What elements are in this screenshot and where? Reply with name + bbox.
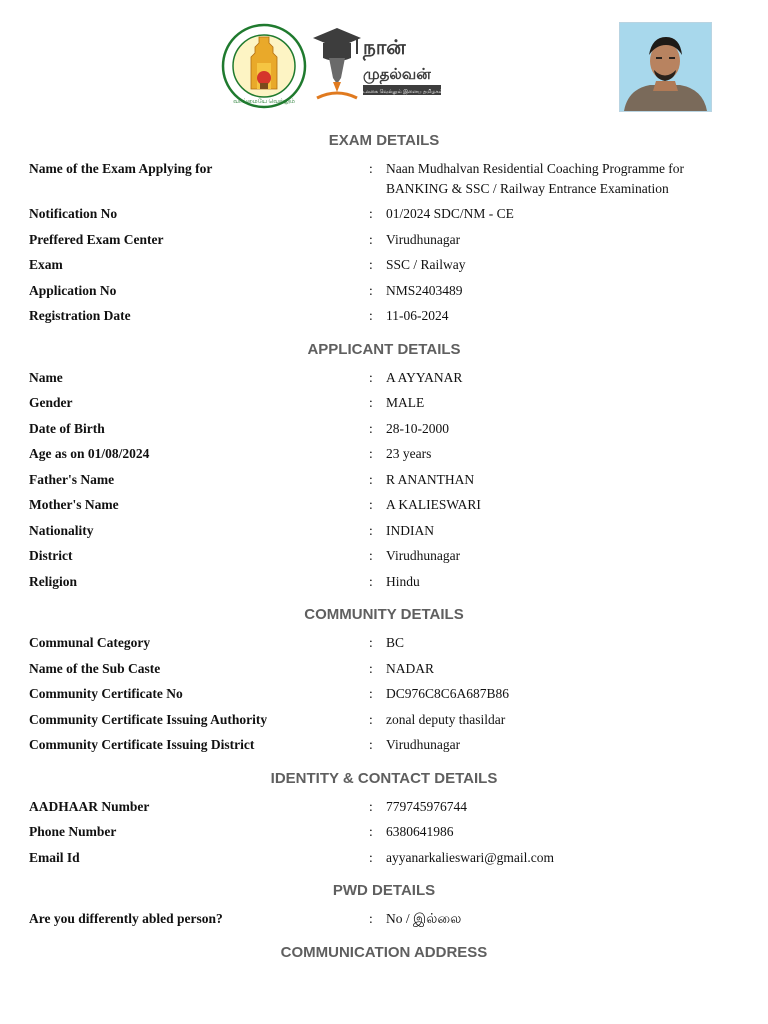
detail-row: [29, 569, 749, 595]
field-value: DC976C8C6A687B86: [386, 686, 510, 701]
nm-logo-line2: முதல்வன்: [363, 65, 431, 83]
detail-row: [29, 441, 749, 467]
field-separator: :: [369, 471, 373, 487]
field-label: Email Id: [29, 849, 80, 865]
section-community-details: [0, 600, 768, 758]
details-table: [29, 156, 749, 329]
emblem-motto: வாய்மையே வெல்லும்: [233, 99, 295, 105]
field-value: A KALIESWARI: [386, 497, 481, 512]
field-label: Name of the Exam Applying for: [29, 161, 213, 176]
detail-row: [29, 365, 749, 391]
detail-row: [29, 794, 749, 820]
field-separator: :: [369, 420, 373, 436]
detail-row: [29, 156, 749, 201]
detail-row: [29, 845, 749, 871]
field-value: BC: [386, 635, 405, 650]
detail-row: [29, 227, 749, 253]
field-value: NADAR: [386, 660, 435, 676]
field-label: Mother's Name: [29, 497, 119, 512]
details-table: [29, 794, 749, 871]
field-separator: :: [369, 660, 373, 676]
field-value: Naan Mudhalvan Residential Coaching Programme for BANKING & SSC / Railway Entrance Examination: [386, 161, 685, 196]
field-label: Application No: [29, 282, 117, 298]
field-separator: :: [369, 798, 373, 814]
field-value: Virudhunagar: [386, 231, 461, 247]
detail-row: [29, 707, 749, 733]
field-label: Exam: [29, 257, 63, 272]
field-label: Date of Birth: [29, 420, 105, 436]
field-value: 11-06-2024: [386, 308, 449, 323]
field-value: zonal deputy thasildar: [386, 711, 506, 727]
field-value: A AYYANAR: [386, 369, 463, 385]
field-value: SSC / Railway: [386, 257, 466, 272]
field-value: 01/2024 SDC/NM - CE: [386, 206, 514, 221]
field-separator: :: [369, 308, 373, 323]
detail-row: [29, 278, 749, 304]
nm-logo-line1: நான்: [363, 35, 406, 59]
field-label: Gender: [29, 395, 73, 410]
field-separator: :: [369, 497, 373, 512]
field-value: INDIAN: [386, 522, 434, 538]
detail-row: [29, 492, 749, 518]
field-separator: :: [369, 573, 373, 589]
field-separator: :: [369, 548, 373, 563]
field-label: Preffered Exam Center: [29, 231, 164, 247]
detail-row: [29, 252, 749, 278]
detail-row: [29, 906, 749, 932]
field-value: ayyanarkalieswari@gmail.com: [386, 849, 554, 865]
field-label: Phone Number: [29, 824, 117, 839]
section-exam-details: [0, 126, 768, 329]
detail-row: [29, 732, 749, 758]
field-value: NMS2403489: [386, 282, 463, 298]
document-header: [0, 0, 768, 126]
form-sections: [0, 126, 768, 968]
section-title: EXAM DETAILS: [328, 132, 440, 149]
field-label: Father's Name: [29, 471, 115, 487]
field-separator: :: [369, 161, 373, 176]
detail-row: [29, 416, 749, 442]
detail-row: [29, 656, 749, 682]
field-separator: :: [369, 849, 373, 865]
field-value: No / இல்லை: [386, 911, 462, 926]
section-title: APPLICANT DETAILS: [307, 340, 461, 358]
nm-logo-tagline: உலகை வெல்லும் இளைய தமிழகம்: [361, 89, 443, 95]
field-label: Age as on 01/08/2024: [29, 446, 150, 461]
field-label: Notification No: [29, 206, 118, 221]
field-value: Hindu: [386, 573, 420, 589]
field-value: 779745976744: [386, 798, 467, 814]
field-label: Communal Category: [29, 635, 151, 650]
section-title: IDENTITY & CONTACT DETAILS: [270, 769, 498, 787]
field-value: MALE: [386, 395, 425, 410]
field-separator: :: [369, 824, 373, 839]
field-label: Nationality: [29, 522, 94, 538]
field-label: Are you differently abled person?: [29, 911, 223, 926]
field-label: Community Certificate No: [29, 686, 183, 701]
section-applicant-details: [0, 335, 768, 595]
applicant-photo: [619, 22, 712, 112]
field-separator: :: [369, 369, 373, 385]
field-separator: :: [369, 231, 373, 247]
section-communication-address: [0, 938, 768, 968]
detail-row: [29, 681, 749, 707]
section-title: COMMUNICATION ADDRESS: [280, 943, 488, 961]
field-value: Virudhunagar: [386, 548, 461, 563]
field-label: Name: [29, 369, 63, 385]
details-table: [29, 906, 749, 932]
section-identity-contact-details: [0, 764, 768, 871]
naan-mudhalvan-logo: [311, 24, 443, 108]
field-separator: :: [369, 711, 373, 727]
field-label: Religion: [29, 573, 78, 589]
detail-row: [29, 518, 749, 544]
field-separator: :: [369, 446, 373, 461]
detail-row: [29, 201, 749, 227]
field-value: R ANANTHAN: [386, 471, 475, 487]
detail-row: [29, 819, 749, 845]
field-separator: :: [369, 522, 373, 538]
field-value: 23 years: [386, 446, 432, 461]
detail-row: [29, 543, 749, 569]
section-pwd-details: [0, 876, 768, 932]
section-title: COMMUNITY DETAILS: [304, 606, 464, 623]
field-separator: :: [369, 911, 373, 926]
section-title: PWD DETAILS: [332, 882, 436, 899]
field-value: 28-10-2000: [386, 420, 449, 436]
field-label: District: [29, 548, 73, 563]
field-label: Community Certificate Issuing Authority: [29, 711, 268, 727]
detail-row: [29, 630, 749, 656]
tamil-nadu-emblem-logo: [221, 23, 307, 109]
field-value: 6380641986: [386, 824, 454, 839]
field-label: Community Certificate Issuing District: [29, 737, 255, 752]
field-separator: :: [369, 737, 373, 752]
field-separator: :: [369, 282, 373, 298]
field-label: Name of the Sub Caste: [29, 660, 161, 676]
field-separator: :: [369, 635, 373, 650]
detail-row: [29, 390, 749, 416]
field-label: AADHAAR Number: [29, 798, 150, 814]
field-label: Registration Date: [29, 308, 131, 323]
field-separator: :: [369, 395, 373, 410]
field-separator: :: [369, 686, 373, 701]
details-table: [29, 365, 749, 595]
field-separator: :: [369, 257, 373, 272]
detail-row: [29, 467, 749, 493]
detail-row: [29, 303, 749, 329]
details-table: [29, 630, 749, 758]
field-separator: :: [369, 206, 373, 221]
field-value: Virudhunagar: [386, 737, 461, 752]
